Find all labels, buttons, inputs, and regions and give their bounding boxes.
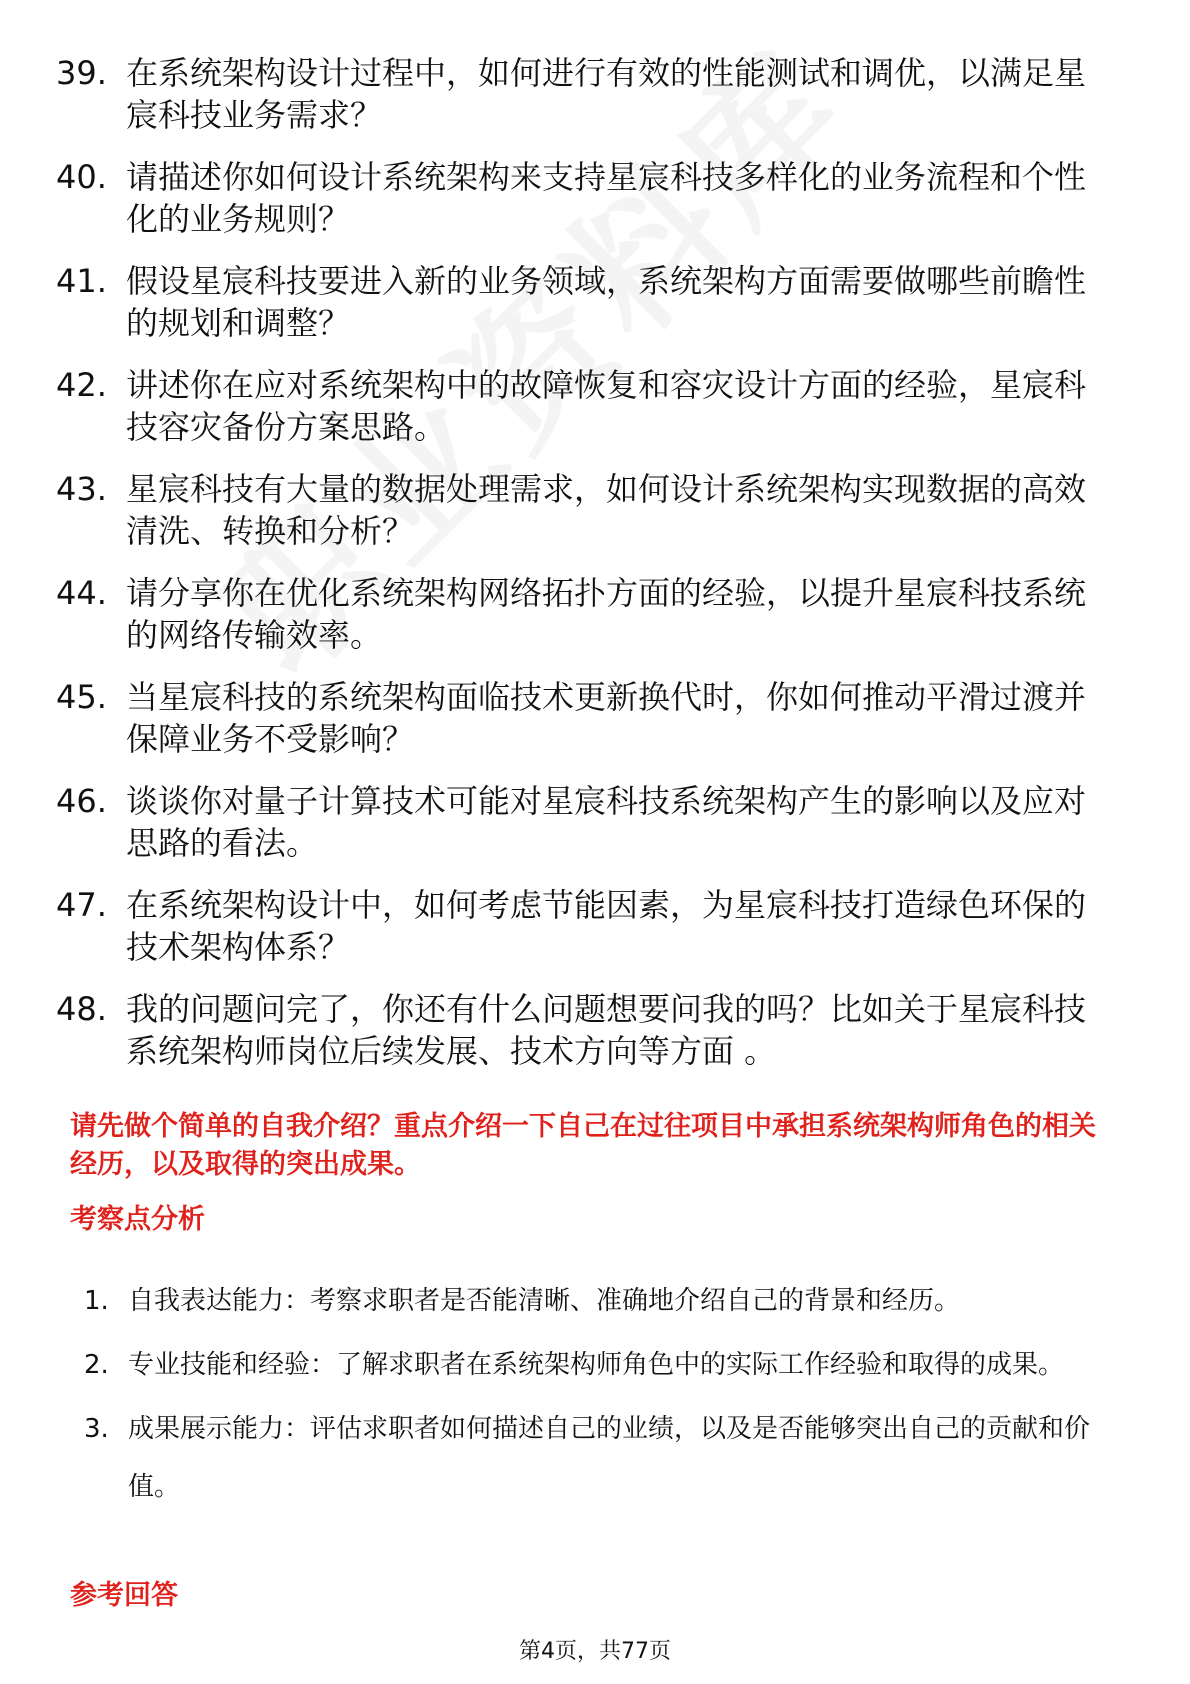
question-item: [56, 468, 1116, 552]
answer-heading: 参考回答: [70, 1580, 178, 1611]
question-number: 47.: [56, 886, 107, 924]
question-number: 46.: [56, 782, 107, 820]
question-text: 假设星宸科技要进入新的业务领域，系统架构方面需要做哪些前瞻性的规划和调整？: [126, 262, 1087, 342]
question-number: 48.: [56, 990, 107, 1028]
question-text: 星宸科技有大量的数据处理需求，如何设计系统架构实现数据的高效清洗、转换和分析？: [126, 470, 1087, 550]
question-number: 40.: [56, 158, 107, 196]
question-text: 请描述你如何设计系统架构来支持星宸科技多样化的业务流程和个性化的业务规则？: [126, 158, 1087, 238]
question-text: 在系统架构设计中，如何考虑节能因素，为星宸科技打造绿色环保的技术架构体系？: [126, 886, 1087, 966]
analysis-number: 3.: [84, 1414, 109, 1444]
question-number: 41.: [56, 262, 107, 300]
question-text: 谈谈你对量子计算技术可能对星宸科技系统架构产生的影响以及应对思路的看法。: [126, 782, 1087, 862]
question-text: 我的问题问完了，你还有什么问题想要问我的吗？比如关于星宸科技系统架构师岗位后续发展、技术方向等方面 。: [126, 990, 1087, 1070]
analysis-number: 2.: [84, 1350, 109, 1380]
question-text: 在系统架构设计过程中，如何进行有效的性能测试和调优，以满足星宸科技业务需求？: [126, 54, 1087, 134]
page-footer: 第4页，共77页: [519, 1639, 671, 1664]
question-item: [56, 52, 1116, 136]
question-item: [56, 572, 1116, 656]
analysis-list: [84, 1272, 1124, 1522]
question-item: [56, 676, 1116, 760]
highlight-question: 请先做个简单的自我介绍？重点介绍一下自己在过往项目中承担系统架构师角色的相关经历，以及取得的突出成果。: [70, 1111, 1096, 1180]
analysis-text: 自我表达能力：考察求职者是否能清晰、准确地介绍自己的背景和经历。: [128, 1286, 961, 1316]
question-number: 42.: [56, 366, 107, 404]
question-text: 讲述你在应对系统架构中的故障恢复和容灾设计方面的经验，星宸科技容灾备份方案思路。: [126, 366, 1087, 446]
analysis-text: 专业技能和经验：了解求职者在系统架构师角色中的实际工作经验和取得的成果。: [128, 1350, 1065, 1380]
question-item: [56, 780, 1116, 864]
question-text: 请分享你在优化系统架构网络拓扑方面的经验，以提升星宸科技系统的网络传输效率。: [126, 574, 1087, 654]
analysis-text: 成果展示能力：评估求职者如何描述自己的业绩，以及是否能够突出自己的贡献和价值。: [128, 1414, 1091, 1502]
analysis-point: [84, 1272, 1124, 1330]
analysis-heading: 考察点分析: [70, 1204, 205, 1235]
question-item: [56, 260, 1116, 344]
question-number: 45.: [56, 678, 107, 716]
question-item: [56, 156, 1116, 240]
question-list: [56, 52, 1116, 1092]
question-number: 43.: [56, 470, 107, 508]
question-number: 39.: [56, 54, 107, 92]
question-item: [56, 988, 1116, 1072]
question-item: [56, 364, 1116, 448]
analysis-point: [84, 1336, 1124, 1394]
question-number: 44.: [56, 574, 107, 612]
question-text: 当星宸科技的系统架构面临技术更新换代时，你如何推动平滑过渡并保障业务不受影响？: [126, 678, 1087, 758]
analysis-number: 1.: [84, 1286, 109, 1316]
question-item: [56, 884, 1116, 968]
analysis-point: [84, 1400, 1124, 1516]
